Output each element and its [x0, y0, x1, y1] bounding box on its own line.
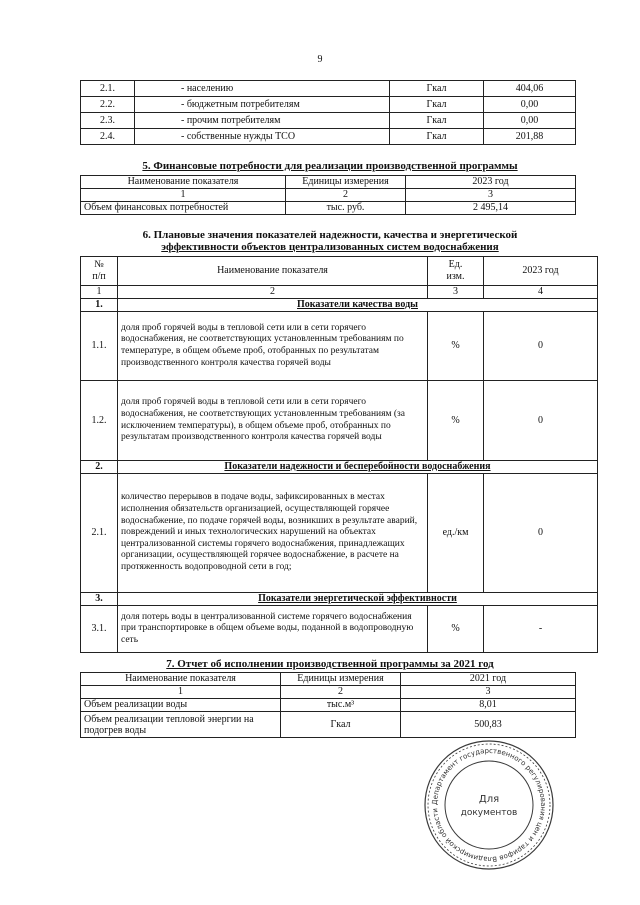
row-unit: %: [428, 312, 484, 381]
table-row: [81, 474, 598, 593]
table-row: [81, 97, 576, 113]
row-num: 2.1.: [81, 474, 118, 593]
row-unit: тыс.м³: [281, 699, 401, 712]
row-num: 1.1.: [81, 312, 118, 381]
header-num-1: №: [94, 259, 104, 270]
section-6-title-line2: [60, 241, 600, 253]
round-stamp: [422, 738, 556, 872]
header-unit: Единицы измерения: [281, 673, 401, 686]
index-cell: 1: [81, 189, 286, 202]
row-num: 2.2.: [81, 97, 135, 113]
table-index-row: [81, 189, 576, 202]
stamp-graphic: [422, 738, 556, 872]
index-cell: 2: [286, 189, 406, 202]
row-value: 0: [484, 381, 598, 461]
section-5-title-text: 5. Финансовые потребности для реализации производственной программы: [142, 160, 518, 172]
row-description: доля потерь воды в централизованной системе горячего водоснабжения при транспортировке в общем объеме воды, поданной в водопроводную сеть: [118, 606, 428, 653]
stamp-center-line2: документов: [460, 808, 518, 818]
header-year: 2023 год: [484, 257, 598, 286]
row-name: Объем реализации тепловой энергии на подогрев воды: [81, 712, 281, 738]
group-title: [118, 299, 598, 312]
row-unit: %: [428, 381, 484, 461]
row-unit: Гкал: [390, 113, 484, 129]
row-value: 0: [484, 312, 598, 381]
page-number: 9: [317, 54, 323, 65]
row-value: 201,88: [484, 129, 576, 145]
row-value: 0,00: [484, 113, 576, 129]
header-name: Наименование показателя: [118, 257, 428, 286]
header-num-2: п/п: [92, 271, 106, 282]
section-7-title: [60, 658, 600, 670]
table-row: [81, 129, 576, 145]
index-cell: 2: [281, 686, 401, 699]
index-cell: 3: [428, 286, 484, 299]
section-6-title: [60, 229, 600, 253]
row-num: 1.2.: [81, 381, 118, 461]
row-num: 2.1.: [81, 81, 135, 97]
header-year: 2023 год: [406, 176, 576, 189]
row-description: количество перерывов в подаче воды, зафиксированных в местах исполнения обязательств организацией, осуществляющей горячее водоснабжение, по подаче горячей воды, возникших в результате аварий, повреждений и иных технологических нарушений на объектах централизованной системы горячего водоснабжения, принадлежащих организации, осуществляющей горячее водоснабжение, в расчете на протяженность водопроводной сети в год;: [118, 474, 428, 593]
table-index-row: [81, 286, 598, 299]
row-name: - населению: [135, 81, 390, 97]
group-title: [118, 461, 598, 474]
table-header-row: [81, 257, 598, 286]
header-year: 2021 год: [401, 673, 576, 686]
index-cell: 3: [406, 189, 576, 202]
row-num: 3.1.: [81, 606, 118, 653]
section-5-title: [60, 160, 600, 172]
stamp-ring-text: Департамент государственного регулирования цен и тарифов Владимирской области: [430, 746, 548, 864]
header-name: Наименование показателя: [81, 176, 286, 189]
table-row: [81, 202, 576, 215]
row-description: доля проб горячей воды в тепловой сети или в сети горячего водоснабжения, не соответствующих установленным требованиям по температуре, в общем объеме проб, отобранных по результатам производственного контроля качества горячей воды: [118, 312, 428, 381]
index-cell: 1: [81, 286, 118, 299]
group-num: 1.: [81, 299, 118, 312]
row-value: 404,06: [484, 81, 576, 97]
header-unit-1: Ед.: [448, 259, 463, 270]
row-value: 2 495,14: [406, 202, 576, 215]
row-name: Объем финансовых потребностей: [81, 202, 286, 215]
row-unit: Гкал: [390, 81, 484, 97]
header-num: [81, 257, 118, 286]
stamp-center-line1: Для: [478, 794, 500, 805]
group-title-text: Показатели энергетической эффективности: [258, 593, 457, 604]
group-row: [81, 299, 598, 312]
group-num: 2.: [81, 461, 118, 474]
header-name: Наименование показателя: [81, 673, 281, 686]
index-cell: 3: [401, 686, 576, 699]
group-title-text: Показатели качества воды: [297, 299, 418, 310]
section-6-title-line1: 6. Плановые значения показателей надежности, качества и энергетической: [142, 229, 518, 241]
row-value: 500,83: [401, 712, 576, 738]
table-row: [81, 113, 576, 129]
group-title-text: Показатели надежности и бесперебойности водоснабжения: [224, 461, 491, 472]
row-unit: ед./км: [428, 474, 484, 593]
header-unit: Единицы измерения: [286, 176, 406, 189]
group-title: [118, 593, 598, 606]
group-num: 3.: [81, 593, 118, 606]
table-header-row: [81, 176, 576, 189]
index-cell: 2: [118, 286, 428, 299]
table-section-6: [80, 256, 598, 653]
table-row: [81, 712, 576, 738]
section-7-title-text: 7. Отчет об исполнении производственной программы за 2021 год: [166, 658, 494, 670]
index-cell: 4: [484, 286, 598, 299]
header-unit-2: изм.: [446, 271, 465, 282]
table-row: [81, 381, 598, 461]
group-row: [81, 593, 598, 606]
row-num: 2.4.: [81, 129, 135, 145]
header-unit: [428, 257, 484, 286]
row-name: - прочим потребителям: [135, 113, 390, 129]
table-header-row: [81, 673, 576, 686]
row-value: -: [484, 606, 598, 653]
table-section-7: [80, 672, 576, 738]
section-6-title-line2-text: эффективности объектов централизованных систем водоснабжения: [161, 241, 499, 253]
row-name: Объем реализации воды: [81, 699, 281, 712]
row-value: 0: [484, 474, 598, 593]
table-row: [81, 81, 576, 97]
index-cell: 1: [81, 686, 281, 699]
row-unit: %: [428, 606, 484, 653]
row-value: 0,00: [484, 97, 576, 113]
table-row: [81, 606, 598, 653]
row-unit: Гкал: [390, 97, 484, 113]
table-section-5: [80, 175, 576, 215]
row-description: доля проб горячей воды в тепловой сети или в сети горячего водоснабжения, не соответствующих установленным требованиям (за исключением температуры), в общем объеме проб, отобранных по результатам производственного контроля качества горячей воды: [118, 381, 428, 461]
row-unit: Гкал: [390, 129, 484, 145]
table-row: [81, 312, 598, 381]
table-row: [81, 699, 576, 712]
group-row: [81, 461, 598, 474]
row-value: 8,01: [401, 699, 576, 712]
row-unit: тыс. руб.: [286, 202, 406, 215]
row-unit: Гкал: [281, 712, 401, 738]
row-num: 2.3.: [81, 113, 135, 129]
table-index-row: [81, 686, 576, 699]
row-name: - собственные нужды ТСО: [135, 129, 390, 145]
row-name: - бюджетным потребителям: [135, 97, 390, 113]
table-top: [80, 80, 576, 145]
